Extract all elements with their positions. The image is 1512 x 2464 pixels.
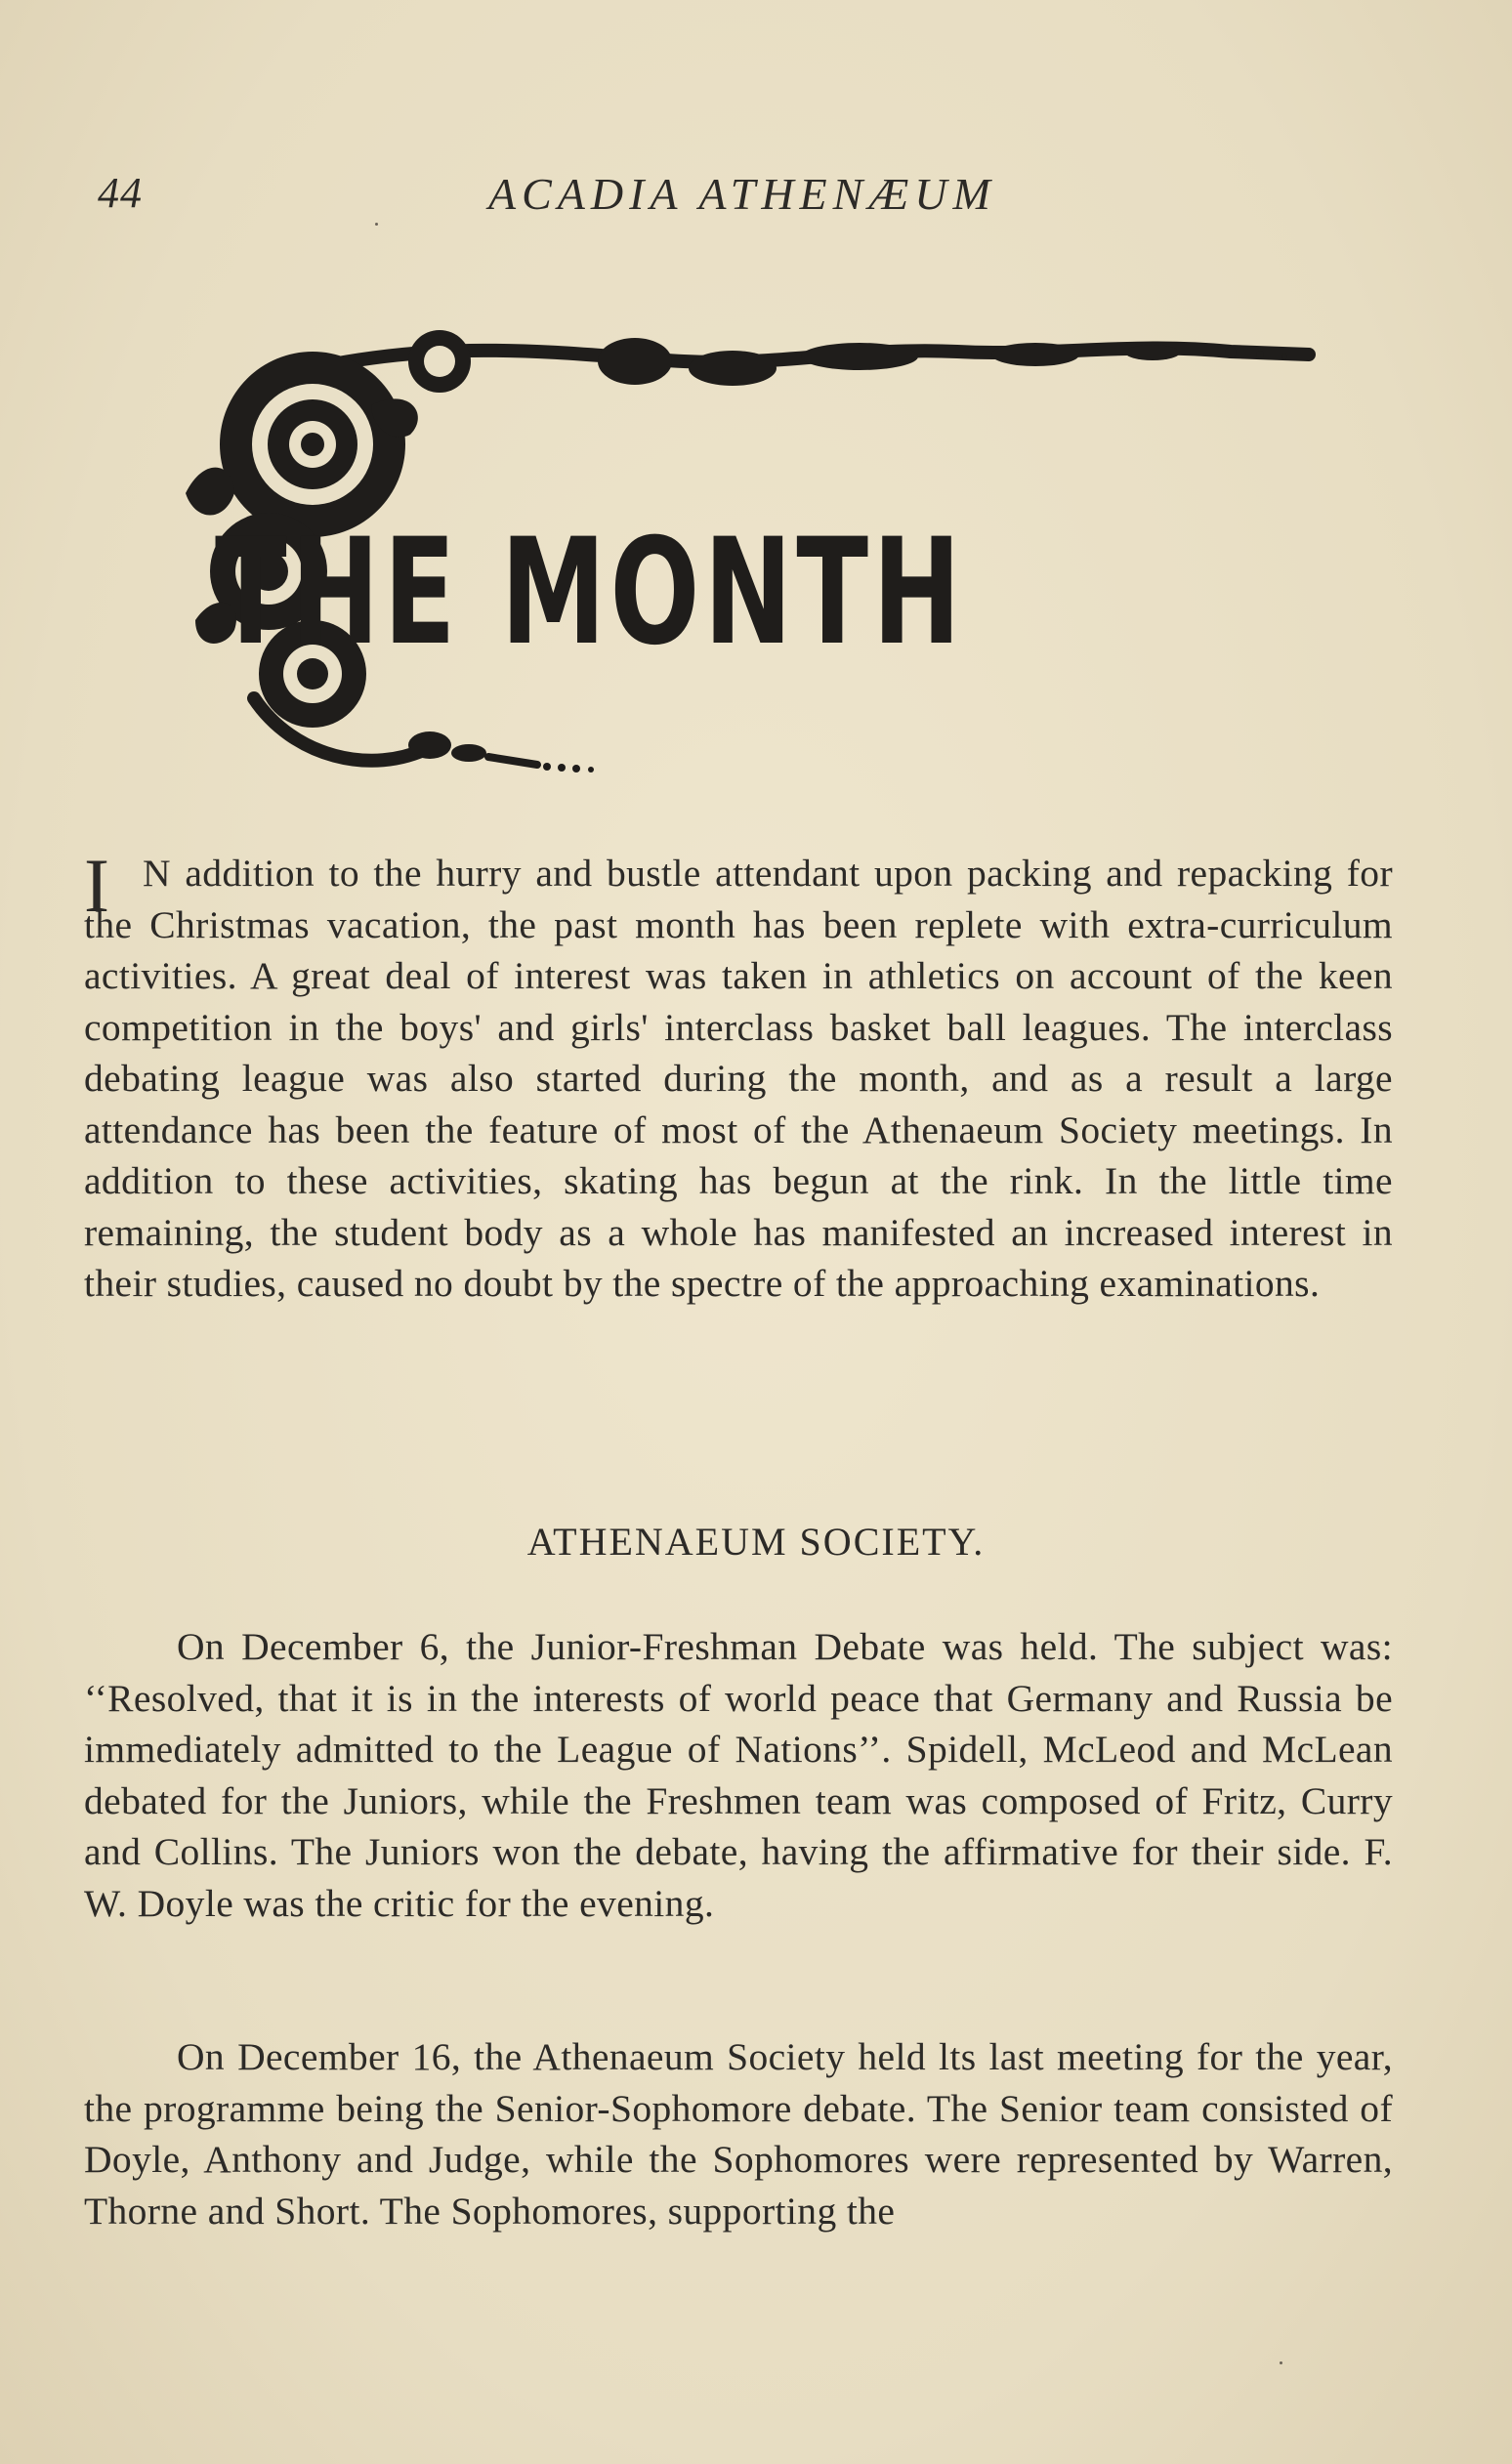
paragraph-junior-freshman-debate: On December 6, the Junior-Freshman Debate was held. The subject was: ‘‘Resolved, that it is in the interests of world peace that Germany and Russia be immediately admitted to the League of Nations’’. Spidell, McLeod and McLean debated for the Juniors, while the Freshmen team was composed of Fritz, Curry and Collins. The Juniors won the debate, having the affirmative for their side. F. W. Doyle was the critic for the evening. [84,1625,1393,1925]
drop-cap: I [84,843,109,928]
page-header [98,168,1426,227]
paragraph-senior-sophomore-debate: On December 16, the Athenaeum Society held lts last meeting for the year, the programme being the Senior-Sophomore debate. The Senior team consisted of Doyle, Anthony and Judge, while the Sophomores were represented by Warren, Thorne and Short. The Sophomores, supporting the [84,2035,1393,2233]
print-speck [375,223,378,226]
the-month-heading: THE MONTH [215,508,966,678]
print-speck [1280,2361,1282,2364]
intro-paragraph: N addition to the hurry and bustle attendant upon packing and repacking for the Christmas vacation, the past month has been replete with extra-curriculum activities. A great deal of interest was taken in athletics on account of the keen competition in the boys' and girls' interclass basket ball leagues. The interclass debating league was also started during the month, and as a result a large attendance has been the feature of most of the Athenaeum Society meetings. In addition to these activities, skating has begun at the rink. In the little time remaining, the student body as a whole has manifested an increased interest in their studies, caused no doubt by the spectre of the approaching examinations. [84,852,1393,1305]
page-number: 44 [98,169,143,217]
running-title: ACADIA ATHENÆUM [488,169,996,219]
section-heading: ATHENAEUM SOCIETY. [526,1520,986,1564]
